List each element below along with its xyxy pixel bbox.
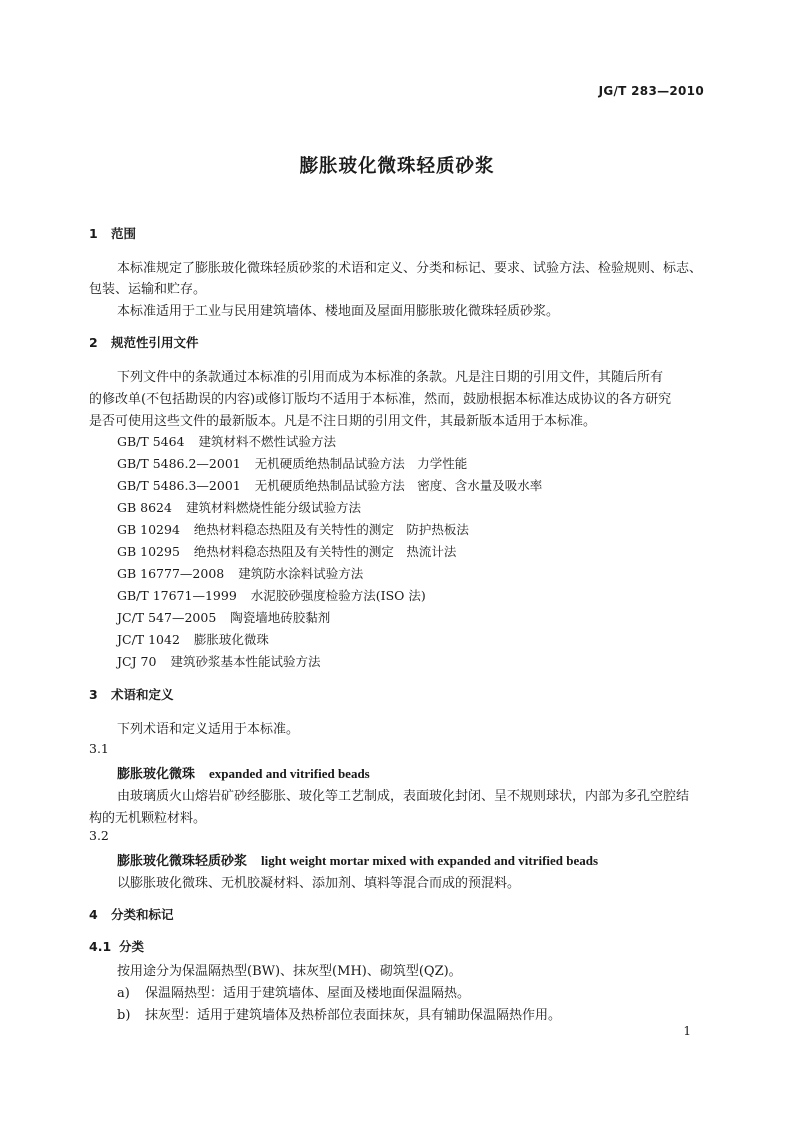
reference-item (117, 652, 320, 670)
paragraph-line: 下列术语和定义适用于本标准。 (117, 722, 300, 737)
list-marker: a) (117, 986, 130, 1001)
section-number: 1 (89, 226, 98, 241)
reference-code: GB 10295 (117, 544, 180, 559)
page-number: 1 (683, 1024, 691, 1038)
section-title: 术语和定义 (111, 687, 174, 702)
reference-code: GB/T 5464 (117, 434, 185, 449)
section-number: 3 (89, 687, 98, 702)
reference-title: 绝热材料稳态热阻及有关特性的测定 防护热板法 (193, 522, 469, 537)
reference-item (117, 498, 361, 516)
list-text: 保温隔热型：适用于建筑墙体、屋面及楼地面保温隔热。 (145, 986, 471, 1001)
reference-code: GB 8624 (117, 500, 172, 515)
reference-title: 陶瓷墙地砖胶黏剂 (230, 610, 331, 625)
section-3-heading (89, 685, 174, 703)
reference-code: JC/T 547—2005 (117, 610, 217, 625)
term-english: expanded and vitrified beads (209, 766, 370, 781)
subsection-title: 分类 (119, 939, 145, 954)
section-title: 范围 (111, 226, 137, 241)
paragraph-line: 包装、运输和贮存。 (89, 282, 207, 297)
paragraph-line: 是否可使用这些文件的最新版本。凡是不注日期的引用文件，其最新版本适用于本标准。 (89, 414, 597, 429)
reference-code: GB/T 5486.2—2001 (117, 456, 241, 471)
list-item (117, 1004, 561, 1023)
section-title: 规范性引用文件 (111, 335, 199, 350)
reference-item (117, 520, 469, 538)
section-number: 2 (89, 335, 98, 350)
reference-item (117, 454, 467, 472)
reference-title: 无机硬质绝热制品试验方法 力学性能 (254, 456, 468, 471)
paragraph-line: 下列文件中的条款通过本标准的引用而成为本标准的条款。凡是注日期的引用文件，其随后所有 (117, 370, 664, 385)
section-2-heading (89, 333, 199, 351)
reference-code: GB 16777—2008 (117, 566, 225, 581)
reference-code: GB/T 5486.3—2001 (117, 478, 241, 493)
term-number: 3.2 (89, 828, 109, 843)
list-item (117, 982, 470, 1001)
reference-item (117, 586, 426, 604)
reference-code: GB 10294 (117, 522, 180, 537)
reference-item (117, 608, 330, 626)
term-entry (117, 850, 598, 869)
standard-number: JG/T 283—2010 (598, 84, 704, 98)
paragraph-line: 本标准规定了膨胀玻化微珠轻质砂浆的术语和定义、分类和标记、要求、试验方法、检验规则、标志、 (117, 261, 703, 276)
reference-title: 绝热材料稳态热阻及有关特性的测定 热流计法 (193, 544, 457, 559)
section-title: 分类和标记 (111, 907, 174, 922)
reference-item (117, 476, 542, 494)
reference-title: 水泥胶砂强度检验方法(ISO 法) (250, 588, 426, 603)
paragraph-line: 本标准适用于工业与民用建筑墙体、楼地面及屋面用膨胀玻化微珠轻质砂浆。 (117, 304, 560, 319)
term-chinese: 膨胀玻化微珠 (117, 767, 196, 782)
term-english: light weight mortar mixed with expanded and vitrified beads (261, 853, 599, 868)
reference-item (117, 432, 336, 450)
reference-item (117, 564, 363, 582)
paragraph-line: 的修改单(不包括勘误的内容)或修订版均不适用于本标准，然而，鼓励根据本标准达成协议的各方研究 (89, 392, 672, 407)
reference-title: 建筑材料不燃性试验方法 (198, 434, 337, 449)
definition-line: 以膨胀玻化微珠、无机胶凝材料、添加剂、填料等混合而成的预混料。 (117, 876, 521, 891)
reference-item (117, 542, 456, 560)
reference-title: 建筑砂浆基本性能试验方法 (170, 654, 321, 669)
subsection-number: 4.1 (89, 939, 112, 954)
definition-line: 构的无机颗粒材料。 (89, 811, 207, 826)
paragraph-line: 按用途分为保温隔热型(BW)、抹灰型(MH)、砌筑型(QZ)。 (117, 964, 462, 979)
document-title: 膨胀玻化微珠轻质砂浆 (299, 156, 495, 177)
list-marker: b) (117, 1008, 131, 1023)
section-number: 4 (89, 907, 98, 922)
reference-code: JCJ 70 (117, 654, 157, 669)
reference-title: 建筑防水涂料试验方法 (238, 566, 364, 581)
term-chinese: 膨胀玻化微珠轻质砂浆 (117, 854, 248, 869)
reference-code: JC/T 1042 (117, 632, 180, 647)
reference-item (117, 630, 269, 648)
definition-line: 由玻璃质火山熔岩矿砂经膨胀、玻化等工艺制成，表面玻化封闭、呈不规则球状，内部为多孔空腔结 (117, 789, 690, 804)
section-4-heading (89, 905, 174, 923)
reference-title: 膨胀玻化微珠 (193, 632, 269, 647)
reference-code: GB/T 17671—1999 (117, 588, 237, 603)
list-text: 抹灰型：适用于建筑墙体及热桥部位表面抹灰，具有辅助保温隔热作用。 (145, 1008, 562, 1023)
section-1-heading (89, 224, 136, 242)
reference-title: 无机硬质绝热制品试验方法 密度、含水量及吸水率 (254, 478, 543, 493)
reference-title: 建筑材料燃烧性能分级试验方法 (185, 500, 361, 515)
term-number: 3.1 (89, 741, 109, 756)
subsection-4-1-heading (89, 937, 144, 955)
term-entry (117, 763, 370, 782)
